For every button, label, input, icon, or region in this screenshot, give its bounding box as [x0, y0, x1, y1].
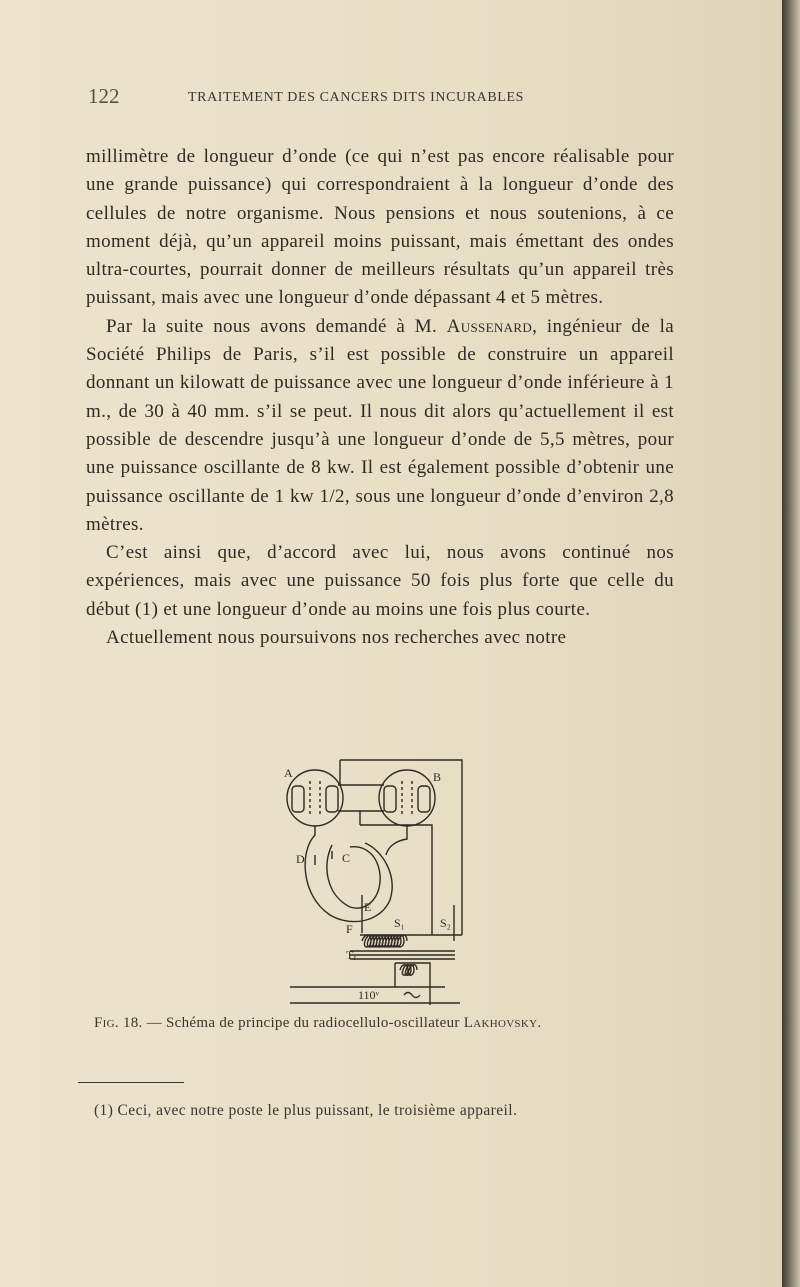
paragraph-3: C’est ainsi que, d’accord avec lui, nous avons continué nos expériences, mais avec une puissance 50 fois plus forte que celle du début (1) et une longueur d’onde au moins une fois plus courte. [86, 542, 674, 620]
label-c: C [342, 851, 351, 865]
label-f: F [346, 922, 353, 936]
page-header [88, 84, 688, 112]
label-a: A [284, 766, 293, 780]
caption-text: Schéma de principe du radiocellulo-oscillateur [166, 1015, 464, 1031]
paragraph-2-start: Par la suite nous avons demandé à M. [106, 315, 447, 337]
label-d: D [296, 852, 305, 866]
footnote-divider [78, 1082, 184, 1083]
label-s2: S₂ [440, 916, 451, 930]
body-text [86, 143, 674, 652]
paragraph-1: millimètre de longueur d’onde (ce qui n’est pas encore réalisable pour une grande puissance) qui correspondraient à la longueur d’onde des cellules de notre organisme. Nous pensions et nous soutenions, à ce moment déjà, qu’un appareil moins puissant, mais émettant des ondes ultra-courtes, pourrait donner de meilleurs résultats qu’un appareil très puissant, mais avec une longueur d’onde dépassant 4 et 5 mètres. [86, 146, 674, 309]
label-e: E [364, 900, 372, 914]
label-b: B [433, 770, 442, 784]
diagram-labels [270, 755, 480, 1005]
engineer-name: Aussenard [446, 315, 533, 337]
running-head: TRAITEMENT DES CANCERS DITS INCURABLES [188, 90, 525, 105]
footnote: (1) Ceci, avec notre poste le plus puissant, le troisième appareil. [94, 1102, 518, 1119]
paragraph-4: Actuellement nous poursuivons nos recherches avec notre [106, 627, 567, 649]
label-110v: 110ᵛ [358, 988, 380, 1002]
label-s1: S₁ [394, 916, 405, 930]
page-number: 122 [88, 84, 120, 108]
label-tr: Tᵣ [346, 948, 357, 962]
caption-prefix: Fig. 18. — [94, 1015, 166, 1031]
paragraph-2 [86, 313, 674, 539]
caption-name: Lakhovsky. [463, 1015, 542, 1031]
paragraph-2-end: , ingénieur de la Société Philips de Paris, s’il est possible de construire un appareil donnant un kilowatt de puissance avec une longueur d’onde inférieure à 1 m., de 30 à 40 mm. s’il se peut. Il nous dit alors qu’actuellement il est possible de descendre jusqu’à une longueur d’onde de 5,5 mètres, pour une puissance oscillante de 8 kw. Il est également possible d’obtenir une puissance oscillante de 1 kw 1/2, sous une longueur d’onde d’environ 2,8 mètres. [86, 315, 674, 535]
figure-caption [94, 1015, 714, 1032]
book-spine [782, 0, 800, 1287]
circuit-diagram [270, 755, 480, 1005]
